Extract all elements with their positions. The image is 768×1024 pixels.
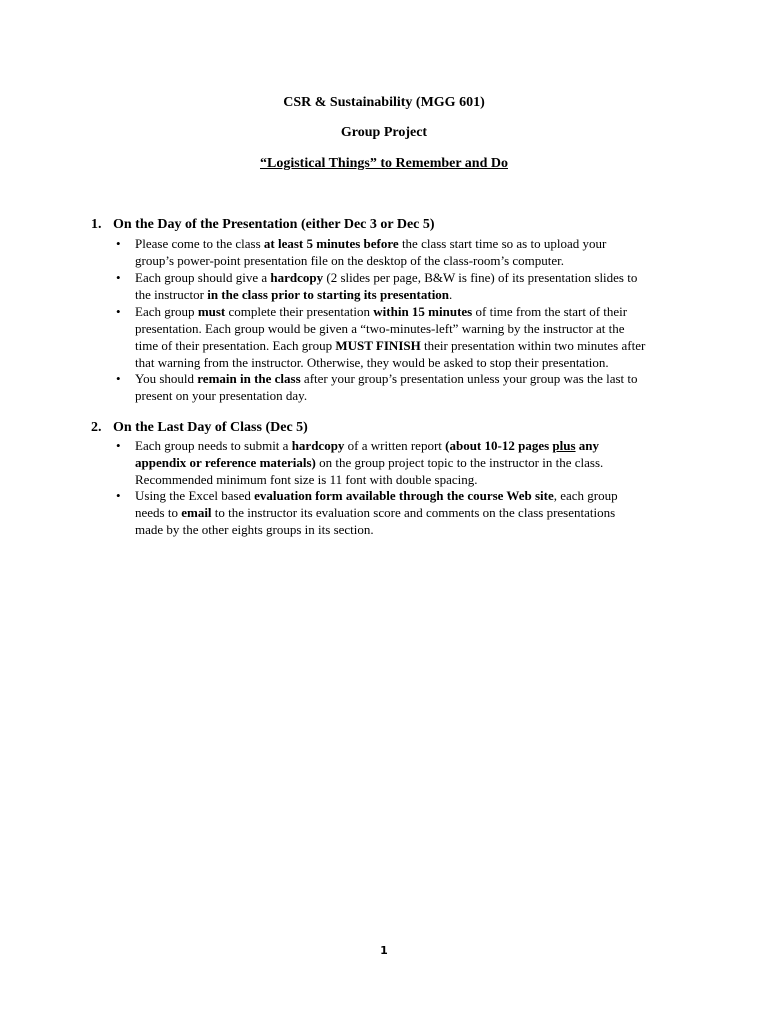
bold-text: hardcopy	[291, 438, 345, 453]
text-line	[135, 504, 695, 521]
text-run: presentation. Each group would be given a “two-minutes-left” warning by the instructor at the	[135, 321, 625, 336]
text-run: Please come to the class	[135, 236, 264, 251]
list-item-text	[135, 487, 695, 538]
text-line	[135, 471, 695, 488]
bold-text: any	[575, 438, 600, 453]
text-run: to the instructor its evaluation score and comments on the class presentations	[211, 505, 616, 520]
text-run: .	[449, 287, 453, 302]
text-run: group’s power-point presentation file on the desktop of the class-room’s computer.	[135, 253, 565, 268]
text-run: Each group should give a	[135, 270, 271, 285]
bold-text: must	[197, 304, 226, 319]
text-run: the instructor	[135, 287, 208, 302]
bullet-icon: •	[116, 236, 121, 251]
text-run: that warning from the instructor. Otherwise, they would be asked to stop their presentation.	[135, 355, 609, 370]
subtitle-text: “Logistical Things” to Remember and Do	[260, 156, 508, 171]
section-heading-1	[91, 217, 435, 233]
list-item-text	[135, 437, 695, 488]
text-run: the class start time so as to upload your	[398, 236, 607, 251]
text-run: Each group	[135, 304, 198, 319]
text-line	[135, 320, 695, 337]
text-run: , each group	[553, 488, 618, 503]
text-run: complete their presentation	[225, 304, 374, 319]
bold-text: evaluation form available through the course Web site	[254, 488, 554, 503]
page-number: 1	[380, 944, 388, 957]
text-line	[135, 370, 695, 387]
bold-text: within 15 minutes	[373, 304, 473, 319]
bold-text: at least 5 minutes before	[263, 236, 399, 251]
list-item-text	[135, 303, 695, 371]
text-run: Each group needs to submit a	[135, 438, 292, 453]
text-line	[135, 354, 695, 371]
section-heading-text: On the Last Day of Class (Dec 5)	[113, 420, 308, 435]
bold-text: email	[181, 505, 212, 520]
text-run: on the group project topic to the instructor in the class.	[315, 455, 604, 470]
text-run: of a written report	[344, 438, 446, 453]
text-run: You should	[135, 371, 198, 386]
text-run: present on your presentation day.	[135, 388, 308, 403]
bullet-icon: •	[116, 371, 121, 386]
text-line	[135, 252, 695, 269]
bullet-icon: •	[116, 304, 121, 319]
text-run: needs to	[135, 505, 182, 520]
list-item-text	[135, 269, 695, 303]
text-line	[135, 487, 695, 504]
text-run: of time from the start of their	[472, 304, 628, 319]
section-number: 1.	[91, 217, 102, 232]
bold-text: plus	[552, 438, 576, 453]
text-run: made by the other eights groups in its section.	[135, 522, 374, 537]
text-run: (2 slides per page, B&W is fine) of its presentation slides to	[323, 270, 638, 285]
bullet-icon: •	[116, 488, 121, 503]
section-heading-text: On the Day of the Presentation (either Dec 3 or Dec 5)	[113, 217, 435, 232]
text-line	[135, 269, 695, 286]
text-line	[135, 303, 695, 320]
bold-text: remain in the class	[197, 371, 301, 386]
text-line	[135, 235, 695, 252]
text-run: their presentation within two minutes after	[420, 338, 646, 353]
bullet-icon: •	[116, 270, 121, 285]
text-run: Using the Excel based	[135, 488, 255, 503]
text-line	[135, 437, 695, 454]
list-item-text	[135, 235, 695, 269]
bold-text: (about 10-12 pages	[445, 438, 553, 453]
bold-text: in the class prior to starting its presentation	[207, 287, 450, 302]
text-line	[135, 387, 695, 404]
text-run: Recommended minimum font size is 11 font with double spacing.	[135, 472, 478, 487]
section-heading-2	[91, 420, 308, 436]
text-run: time of their presentation. Each group	[135, 338, 336, 353]
bold-text: appendix or reference materials)	[135, 455, 316, 470]
project-title: Group Project	[340, 125, 428, 140]
bold-text: MUST FINISH	[335, 338, 421, 353]
text-line	[135, 521, 695, 538]
course-title: CSR & Sustainability (MGG 601)	[283, 95, 485, 110]
list-item-text	[135, 370, 695, 404]
section-number: 2.	[91, 420, 102, 435]
bold-text: hardcopy	[270, 270, 324, 285]
text-line	[135, 454, 695, 471]
document-subtitle	[0, 156, 768, 172]
text-run: after your group’s presentation unless your group was the last to	[300, 371, 638, 386]
text-line	[135, 337, 695, 354]
bullet-icon: •	[116, 438, 121, 453]
text-line	[135, 286, 695, 303]
